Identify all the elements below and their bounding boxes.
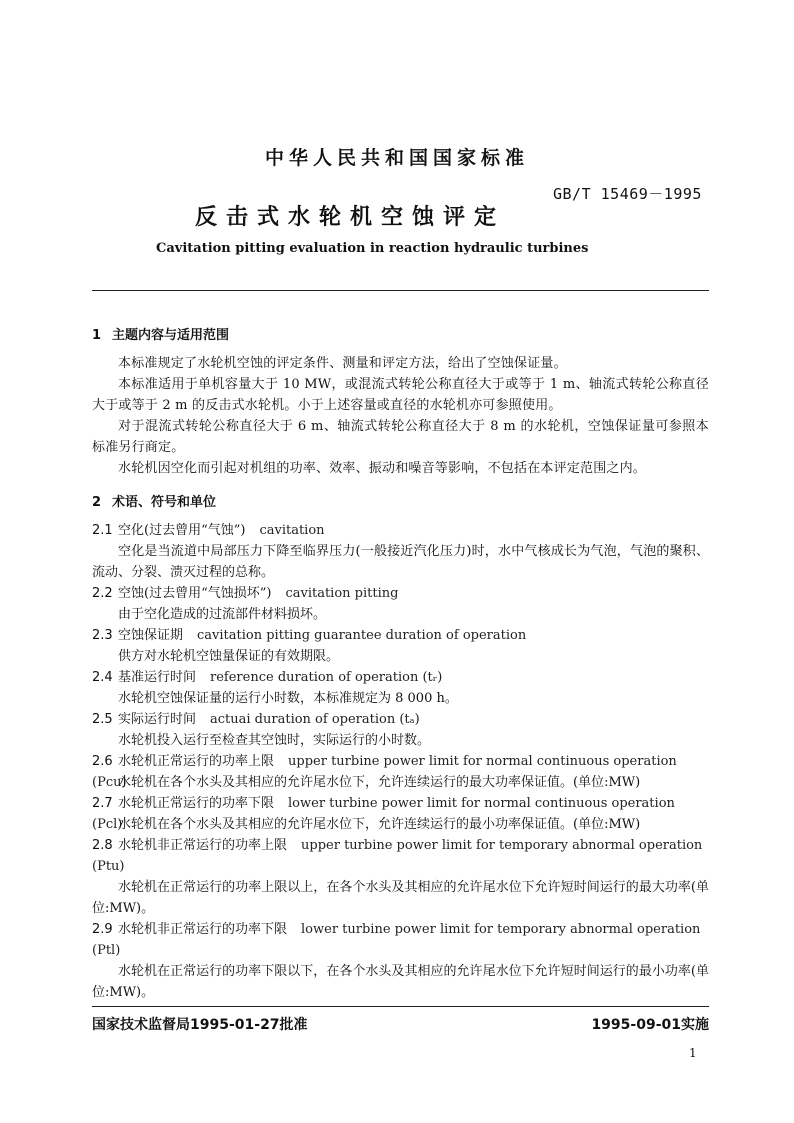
term-2-1: [92, 520, 709, 541]
term-2-4: [92, 667, 709, 688]
term-number: 2.5: [92, 712, 113, 727]
section-1-paragraph-3: 对于混流式转轮公称直径大于 6 m、轴流式转轮公称直径大于 8 m 的水轮机，空蚀保证量可参照本标准另行商定。: [92, 419, 709, 455]
term-2-5: [92, 709, 709, 730]
term-number: 2.7: [92, 796, 113, 811]
term-number: 2.9: [92, 922, 113, 937]
effective-date: 1995-09-01实施: [591, 1017, 709, 1033]
term-en: cavitation pitting guarantee duration of operation: [197, 628, 527, 643]
term-cn: 实际运行时间: [118, 712, 197, 727]
term-2-6-definition: 水轮机在各个水头及其相应的允许尾水位下，允许连续运行的最大功率保证值。(单位:MW): [118, 775, 641, 790]
term-en: reference duration of operation (tᵣ): [210, 670, 443, 685]
term-2-9-definition: 水轮机在正常运行的功率下限以下，在各个水头及其相应的允许尾水位下允许短时间运行的最小功率(单位:MW)。: [92, 964, 709, 1000]
term-en: cavitation pitting: [285, 586, 399, 601]
page-number: 1: [689, 1046, 697, 1060]
term-en: upper turbine power limit for temporary abnormal operation (Ptu): [92, 838, 703, 874]
term-number: 2.4: [92, 670, 113, 685]
term-en: lower turbine power limit for normal continuous operation (Pcl): [92, 796, 675, 832]
document-title-en: Cavitation pitting evaluation in reaction hydraulic turbines: [156, 241, 589, 256]
term-2-1-definition: 空化是当流道中局部压力下降至临界压力(一般接近汽化压力)时，水中气核成长为气泡，气泡的聚积、流动、分裂、溃灭过程的总称。: [92, 544, 709, 580]
term-2-8-definition: 水轮机在正常运行的功率上限以上，在各个水头及其相应的允许尾水位下允许短时间运行的最大功率(单位:MW)。: [92, 880, 709, 916]
term-2-5-definition: 水轮机投入运行至检查其空蚀时，实际运行的小时数。: [118, 733, 431, 748]
term-2-2-definition: 由于空化造成的过流部件材料损坏。: [118, 607, 327, 622]
header-divider: [92, 290, 709, 291]
footer-divider: [92, 1006, 709, 1007]
term-en: cavitation: [259, 523, 325, 538]
term-cn: 水轮机非正常运行的功率下限: [118, 922, 288, 937]
term-2-9: [92, 919, 709, 961]
term-2-3-definition: 供方对水轮机空蚀量保证的有效期限。: [118, 649, 340, 664]
section-1-number: 1: [92, 328, 102, 343]
term-cn: 水轮机正常运行的功率上限: [118, 754, 275, 769]
standard-code: GB/T 15469－1995: [553, 185, 702, 203]
section-1-paragraph-1: 本标准规定了水轮机空蚀的评定条件、测量和评定方法，给出了空蚀保证量。: [118, 356, 567, 371]
term-number: 2.3: [92, 628, 113, 643]
section-1-paragraph-4: 水轮机因空化而引起对机组的功率、效率、振动和噪音等影响，不包括在本评定范围之内。: [118, 461, 647, 476]
term-2-3: [92, 625, 709, 646]
term-2-7-definition: 水轮机在各个水头及其相应的允许尾水位下，允许连续运行的最小功率保证值。(单位:MW): [118, 817, 641, 832]
term-number: 2.6: [92, 754, 113, 769]
document-title-cn: 反击式水轮机空蚀评定: [195, 205, 506, 230]
section-2-heading: [92, 491, 216, 510]
term-number: 2.1: [92, 523, 113, 538]
section-1-heading: [92, 324, 229, 343]
term-en: upper turbine power limit for normal continuous operation (Pcu): [92, 754, 677, 790]
approval-line: 国家技术监督局1995-01-27批准: [92, 1017, 308, 1033]
national-standard-heading: 中华人民共和国国家标准: [264, 147, 529, 169]
term-cn: 基准运行时间: [118, 670, 197, 685]
term-cn: 空蚀保证期: [118, 628, 184, 643]
term-en: lower turbine power limit for temporary abnormal operation (Ptl): [92, 922, 701, 958]
section-2-title: 术语、符号和单位: [112, 495, 217, 510]
term-number: 2.8: [92, 838, 113, 853]
section-2-number: 2: [92, 495, 102, 510]
term-cn: 空化(过去曾用“气蚀”): [118, 523, 246, 538]
section-1-paragraph-2: 本标准适用于单机容量大于 10 MW，或混流式转轮公称直径大于或等于 1 m、轴流式转轮公称直径大于或等于 2 m 的反击式水轮机。小于上述容量或直径的水轮机亦可参照使用。: [92, 377, 709, 413]
term-2-2: [92, 583, 709, 604]
term-en: actuai duration of operation (tₐ): [210, 712, 420, 727]
term-cn: 水轮机非正常运行的功率上限: [118, 838, 288, 853]
term-2-4-definition: 水轮机空蚀保证量的运行小时数，本标准规定为 8 000 h。: [118, 691, 458, 706]
section-1-title: 主题内容与适用范围: [112, 328, 230, 343]
term-cn: 水轮机正常运行的功率下限: [118, 796, 275, 811]
term-2-8: [92, 835, 709, 877]
term-cn: 空蚀(过去曾用“气蚀损坏”): [118, 586, 272, 601]
term-number: 2.2: [92, 586, 113, 601]
